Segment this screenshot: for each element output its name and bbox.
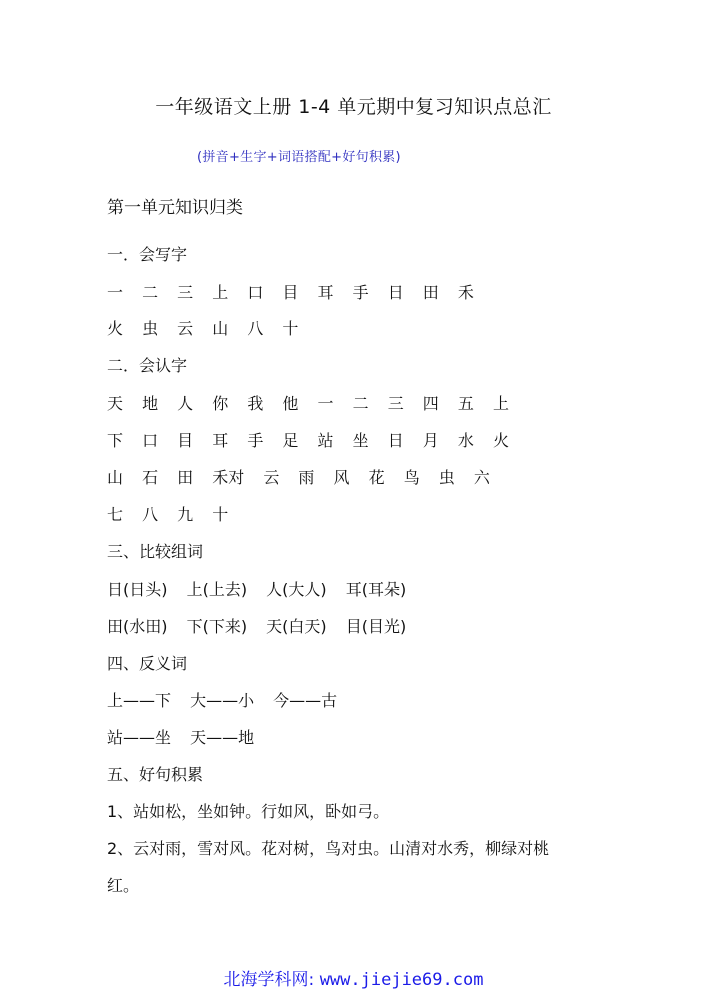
compare-words-row: 田(水田) 下(下来) 天(白天) 目(目光) [107,617,407,636]
footer-watermark [0,965,707,990]
recognize-chars-row: 七 八 九 十 [107,505,229,524]
document-title: 一年级语文上册 1-4 单元期中复习知识点总汇 [155,96,552,118]
recognize-chars-row: 下 口 目 耳 手 足 站 坐 日 月 水 火 [107,431,509,450]
section-heading-good-sentences: 五、好句积累 [107,765,204,784]
sentence-line: 2、云对雨，雪对风。花对树，鸟对虫。山清对水秀，柳绿对桃 [107,839,550,858]
footer-site-name: 北海学科网: [223,970,315,990]
section-heading-write-chars: 一．会写字 [107,245,188,264]
sentence-line: 1、站如松，坐如钟。行如风，卧如弓。 [107,802,390,821]
recognize-chars-row: 山 石 田 禾对 云 雨 风 花 鸟 虫 六 [107,468,490,487]
write-chars-row: 火 虫 云 山 八 十 [107,319,299,338]
section-heading-recognize-chars: 二．会认字 [107,356,188,375]
antonyms-row: 站——坐 天——地 [107,728,255,747]
section-heading-antonyms: 四、反义词 [107,654,188,673]
section-heading-compare-words: 三、比较组词 [107,542,204,561]
document-subtitle: (拼音+生字+词语搭配+好句积累) [197,150,401,165]
footer-url-link[interactable]: www.jiejie69.com [319,970,484,990]
recognize-chars-row: 天 地 人 你 我 他 一 二 三 四 五 上 [107,394,509,413]
write-chars-row: 一 二 三 上 口 目 耳 手 日 田 禾 [107,283,474,302]
sentence-line: 红。 [107,876,140,895]
compare-words-row: 日(日头) 上(上去) 人(大人) 耳(耳朵) [107,580,407,599]
unit-heading: 第一单元知识归类 [107,198,243,218]
antonyms-row: 上——下 大——小 今——古 [107,691,338,710]
